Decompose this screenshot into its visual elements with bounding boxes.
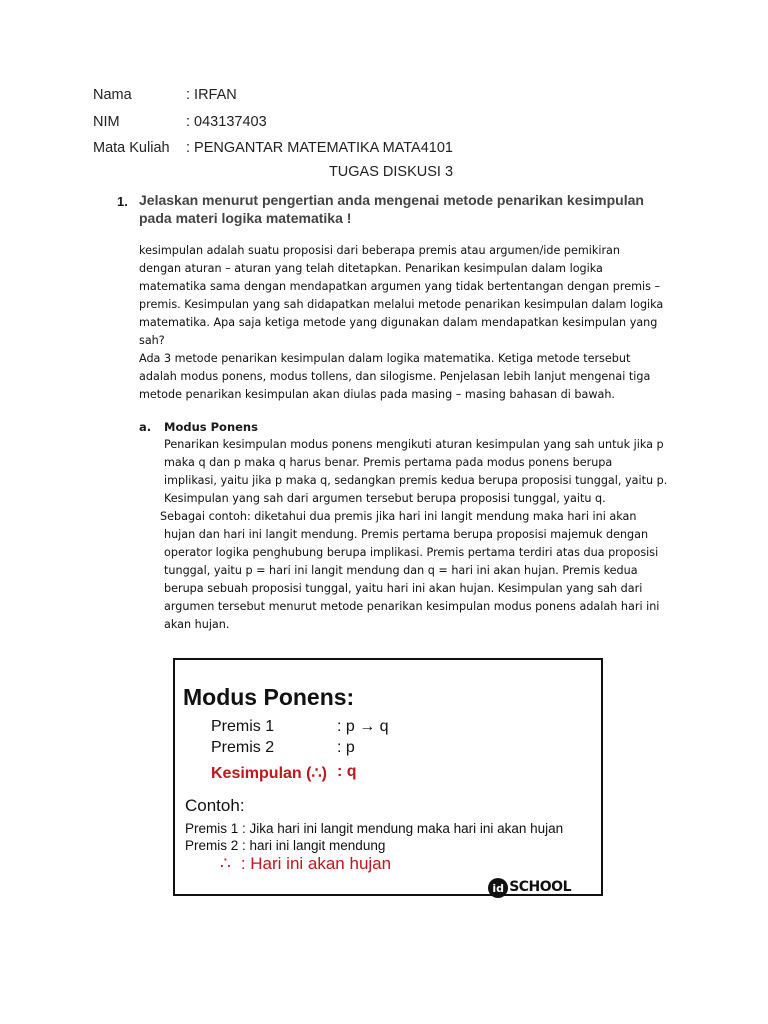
info-value: : PENGANTAR MATEMATIKA MATA4101 [186, 140, 453, 156]
premis-label: Premis 1 [211, 718, 275, 735]
figure-premis-2 [211, 739, 511, 759]
example-premis-1 [185, 821, 595, 839]
document-title: TUGAS DISKUSI 3 [328, 164, 454, 180]
logo-id-badge: id [488, 878, 508, 898]
kesimpulan-value: : q [337, 763, 357, 780]
modus-ponens-figure [173, 658, 603, 896]
section-title: Modus Ponens [164, 420, 258, 434]
therefore-icon: ∴ [220, 854, 231, 873]
idschool-logo [488, 878, 571, 898]
text-line: matematika. Apa saja ketiga metode yang digunakan dalam mendapatkan kesimpulan yang [139, 316, 658, 329]
text-line: premis. Kesimpulan yang sah didapatkan melalui metode penarikan kesimpulan dalam logika [139, 298, 664, 311]
text-line: Sebagai contoh: diketahui dua premis jika hari ini langit mendung maka hari ini akan [160, 510, 637, 523]
text-line: metode penarikan kesimpulan akan diulas pada masing – masing bahasan di bawah. [139, 388, 615, 401]
text-line: implikasi, yaitu jika p maka q, sedangkan premis kedua berupa proposisi tunggal, yaitu p. [164, 474, 668, 487]
figure-kesimpulan [211, 763, 511, 783]
premis-value: : p → q [337, 718, 389, 735]
kesimpulan-label: Kesimpulan (∴) [211, 765, 327, 782]
text-line: akan hujan. [164, 618, 230, 631]
info-label: NIM [93, 114, 120, 130]
question-text: Jelaskan menurut pengertian anda mengenai metode penarikan kesimpulan pada materi logika matematika ! [139, 192, 644, 226]
text-line: kesimpulan adalah suatu proposisi dari beberapa premis atau argumen/ide pemikiran [139, 244, 621, 257]
contoh-label: Contoh: [185, 796, 245, 815]
premis-label: Premis 2 [185, 838, 239, 853]
premis-value: : hari ini langit mendung [242, 838, 386, 853]
answer-paragraph [139, 242, 679, 404]
text-line: argumen tersebut menurut metode penarikan kesimpulan modus ponens adalah hari ini [164, 600, 660, 613]
figure-title: Modus Ponens: [183, 684, 355, 710]
text-line: Penarikan kesimpulan modus ponens mengikuti aturan kesimpulan yang sah untuk jika p [164, 438, 664, 451]
info-value: : IRFAN [186, 87, 237, 103]
text-line: tunggal, yaitu p = hari ini langit mendung dan q = hari ini akan hujan. Premis kedua [164, 564, 638, 577]
example-paragraph [160, 508, 684, 634]
figure-premis-1 [211, 718, 511, 738]
premis-value: : p [337, 739, 355, 756]
text-line: Kesimpulan yang sah dari argumen tersebut berupa proposisi tunggal, yaitu q. [164, 492, 606, 505]
text-line: matematika sama dengan mendapatkan argumen yang tidak bertentangan dengan premis – [139, 280, 661, 293]
question-number: 1. [117, 194, 128, 209]
premis-label: Premis 2 [211, 739, 275, 756]
conclusion-value: : Hari ini akan hujan [240, 854, 392, 873]
text-line: operator logika penghubung berupa implikasi. Premis pertama terdiri atas dua proposisi [164, 546, 659, 559]
logo-text: SCHOOL [509, 879, 571, 895]
text-line: Ada 3 metode penarikan kesimpulan dalam logika matematika. Ketiga metode tersebut [139, 352, 631, 365]
info-label: Mata Kuliah [93, 140, 170, 156]
info-label: Nama [93, 87, 132, 103]
text-line: dengan aturan – aturan yang telah ditetapkan. Penarikan kesimpulan dalam logika [139, 262, 603, 275]
text-line: maka q dan p maka q harus benar. Premis pertama pada modus ponens berupa [164, 456, 613, 469]
text-line: berupa sebuah proposisi tunggal, yaitu hari ini akan hujan. Kesimpulan yang sah dari [164, 582, 643, 595]
section-paragraph [164, 436, 684, 508]
text-line: hujan dan hari ini langit mendung. Premis pertama berupa proposisi majemuk dengan [164, 528, 649, 541]
section-letter: a. [139, 420, 152, 434]
example-conclusion [220, 854, 391, 874]
premis-value: : Jika hari ini langit mendung maka hari ini akan hujan [242, 821, 564, 836]
premis-label: Premis 1 [185, 821, 239, 836]
text-line: sah? [139, 334, 165, 347]
text-line: adalah modus ponens, modus tollens, dan silogisme. Penjelasan lebih lanjut mengenai tiga [139, 370, 651, 383]
info-value: : 043137403 [186, 114, 267, 130]
